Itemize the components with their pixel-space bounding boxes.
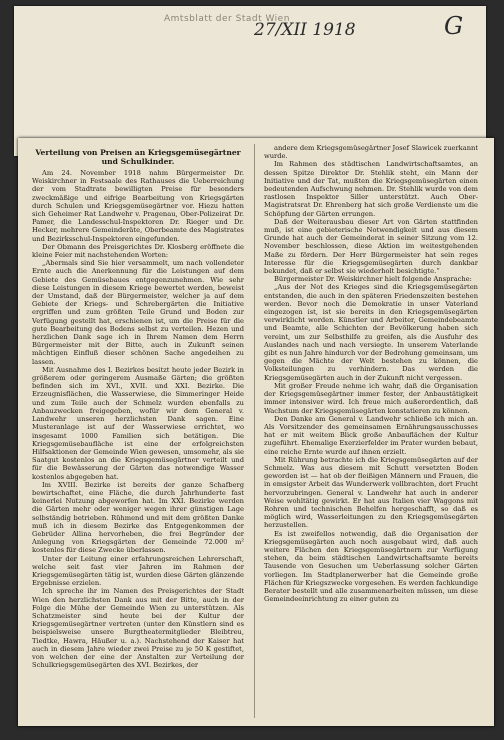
left-column <box>32 148 244 669</box>
paragraph: Der Obmann des Preisgerichtes Dr. Klosberg eröffnete die kleine Feier mit nachstehenden Worten: <box>32 242 244 260</box>
paragraph: Im Rahmen des städtischen Landwirtschaftsamtes, an dessen Spitze Direktor Dr. Stehlik steht, ein Mann der Initiative und der Tat, mußten die Kriegsgemüsegärten einen bedeutenden Aufschwung nehmen. Dr. Stehlik wurde von dem rastlosen Inspektor Siller unterstützt. Auch Ober-Magistratsrat Dr. Ehrenberg hat sich große Verdienste um die Schöpfung der Gärten errungen. <box>264 160 478 218</box>
paragraph: Am 24. November 1918 nahm Bürgermeister Dr. Weiskirchner in Festsaale des Rathauses die Ueberreichung der vom Stadtrate bewilligten Preise für besonders zweckmäßige und eifrige Bearbeitung von Kriegsgärten durch Schulen und Kriegsgemüsegärtner vor. Hiezu hatten sich Geheimer Rat Landwehr v. Pragenau, Ober-Polizeirat Dr. Pamer, die Landesschul-Inspektoren Dr. Rieger und Dr. Hecker, mehrere Gemeinderäte, Oberbeamte des Magistrates und Bezirksschul-Inspektoren eingefunden. <box>32 169 244 243</box>
paragraph: „Aus der Not des Krieges sind die Kriegsgemüsegärten entstanden, die auch in den späteren Friedenszeiten bestehen werden. Bevor noch die Demokratie in unser Vaterland eingezogen ist, ist sie bereits in den Kriegsgemüsegärten verwirklicht worden. Künstler und Arbeiter, Gemeindebeamte und Beamte, alle Schichten der Bevölkerung haben sich vereint, um zur Selbsthilfe zu greifen, als die Ausfuhr des Auslandes nach und nach versiegte. In unserem Vaterlande gibt es nun Jahre hindurch vor der Bedrohung gemeinsam, um gegen die Mächte der Welt bestehen zu können, die Volksteilungen zu verhindern. Das werden die Kriegsgemüsegärten auch in der Zukunft nicht vergessen. <box>264 283 478 382</box>
newspaper-clipping <box>18 138 494 726</box>
paragraph: Mit Ausnahme des I. Bezirkes besitzt heute jeder Bezirk in größerem oder geringerem Ausmaße Gärten; die größten befinden sich im XVI., XVII. und XXI. Bezirke. Die Erzeugnisflächen, die Wasserwiese, die Simmeringer Heide und zum Teile auch der Schmelz wurden ebenfalls zu Anbauzwecken freigegeben, wofür wir dem General v. Landwehr unseren herzlichsten Dank sagen. Eine Musteranlage ist auf der Wasserwiese errichtet, wo insgesamt 1000 Familien sich betätigen. Die Kriegsgemüsebaufläche ist eine der erfolgreichsten Hilfsaktionen der Gemeinde Wien gewesen, umsomehr, als sie Saatgut kostenlos an die Kriegsgemüsegärtner verteilt und für die Bewässerung der Gärten das notwendige Wasser kostenlos abgegeben hat. <box>32 365 244 481</box>
paragraph: Den Danke am General v. Landwehr schließe ich mich an. Als Vorsitzender des gemeinsamen Ernährungsausschusses hat er mit weitem Blick große Anbauflächen der Kultur zugeführt. Ehemalige Exerzierfelder im Prater wurden bebaut, eine reiche Ernte wurde auf ihnen erzielt. <box>264 414 478 456</box>
article-title: Verteilung von Preisen an Kriegsgemüsegärtner und Schulkinder. <box>35 148 241 166</box>
handwritten-date: 27/XII 1918 <box>254 20 356 40</box>
paragraph: Im XVIII. Bezirke ist bereits der ganze Schafberg bewirtschaftet, eine Fläche, die durch Jahrhunderte fast keinerlei Nutzung abgeworfen hat. Im XXI. Bezirke werden die Gärten mehr oder weniger wegen ihrer günstigen Lage selbständig betrieben. Rühmend und mit dem größten Danke muß ich in diesem Bezirke das Entgegenkommen der Gebrüder Allina hervorheben, die frei Begründer der Anlegung von Kriegsgärten der Gemeinde 72.000 m² kostenlos für diese Zwecke überlassen. <box>32 480 244 555</box>
paragraph: Es ist zweifellos notwendig, daß die Organisation der Kriegsgemüsegärten auch noch ausgebaut wird, daß auch weitere Flächen den Kriegsgemüsegärtnern zur Verfügung stehen, da beim städtischen Landwirtschaftsamte bereits Tausende von Gesuchen um Ueberlassung solcher Gärten vorliegen. Im Stadtplanerwerber hat die Gemeinde große Flächen für Kriegszwecke vorgesehen. Es werden fachkundige Berater bestellt und alle zusammenarbeiten müssen, um diese Gemeindeeinrichtung zu einer guten zu <box>264 529 478 604</box>
back-sheet <box>14 6 486 156</box>
column-divider <box>254 144 255 718</box>
paragraph: andere dem Kriegsgemüsegärtner Josef Slawicek zuerkannt wurde. <box>264 144 479 161</box>
paragraph: Bürgermeister Dr. Weiskirchner hielt folgende Ansprache: <box>274 275 472 284</box>
paragraph: Mit großer Freude nehme ich wahr, daß die Organisation der Kriegsgemüsegärtner immer fester, der Anbaustätigkeit immer intensiver wird. Ich freue mich außerordentlich, daß Wachstum der Kriegsgemüsegärten konstatieren zu können. <box>264 381 478 415</box>
paragraph: Ich spreche ihr im Namen des Preisgerichtes der Stadt Wien den herzlichsten Dank aus mit der Bitte, auch in der Folge die Mühe der Gemeinde Wien zu unterstützen. Als Schatzmeister sind heute bei der Kultur der Kriegsgemüsegärtner vertreten (unter den Künstlern sind es beispielsweise unsere Burgtheatermitglieder Bleibtreu, Tiedtke, Hawra, Häußer u. a.). Nachstehend der Kaiser hat auch in diesem Jahre wieder zwei Preise zu je 50 K gestiftet, von welchen der eine der Anstalten zur Verteilung der Schulkriegsgemüsegärten des XVI. Bezirkes, der <box>32 587 244 670</box>
right-column <box>264 144 478 603</box>
paragraph: Unter der Leitung einer erfahrungsreichen Lehrerschaft, welche seit fast vier Jahren im Rahmen der Kriegsgemüsegärten tätig ist, wurden diese Gärten glänzende Ergebnisse erzielen. <box>32 554 244 588</box>
archive-stamp: Amtsblatt der Stadt Wien <box>164 14 290 24</box>
handwritten-mark: G <box>444 12 464 40</box>
paragraph: Mit Rührung betrachte ich die Kriegsgemüsegärten auf der Schmelz. Was aus diesem mit Schutt versetzten Boden geworden ist — hat ob der fleißigen Männern und Frauen, die in emsigster Arbeit das Wunderwerk vollbrachten, dort Frucht hervorzubringen. General v. Landwehr hat auch in anderer Weise wohltätig gewirkt. Er hat aus Italien vier Waggons mit Rohren und technischen Behelfen hergeschafft, so daß es möglich wird, Wasserleitungen zu den Kriegsgemüsegärten herzustellen. <box>264 455 478 530</box>
paragraph: Daß der Weiterausbau dieser Art von Gärten stattfinden muß, ist eine gebieterische Notwendigkeit und aus diesem Grunde hat auch der Gemeinderat in seiner Sitzung vom 12. November beschlossen, diese Aktion im weitestgehenden Maße zu fördern. Der Herr Bürgermeister hat sein reges Interesse für die Kriegsgemüsegärten durch dankbar bekundet, daß er selbst sie wiederholt besichtigte.“ <box>264 217 478 276</box>
paragraph: „Abermals sind Sie hier versammelt, um nach vollendeter Ernte auch die Anerkennung für die Leistungen auf dem Gebiete des Gemüsebaues entgegenzunehmen. Wie sehr diese Leistungen in diesem Kriege bewertet werden, beweist der Umstand, daß der Bürgermeister, welcher ja auf dem Gebiete der Kriegs- und Schrebergärten die Initiative ergriffen und zum größten Teile Grund und Boden zur Verfügung gestellt hat, erschienen ist, um die Preise für die gute Bearbeitung des Bodens selbst zu verteilen. Hezen und herzlichen Dank sage ich in Ihrem Namen dem Herrn Bürgermeister mit der Bitte, auch in Zukunft seinen mächtigen Einfluß dieser schönen Sache angedeihen zu lassen. <box>32 259 244 366</box>
